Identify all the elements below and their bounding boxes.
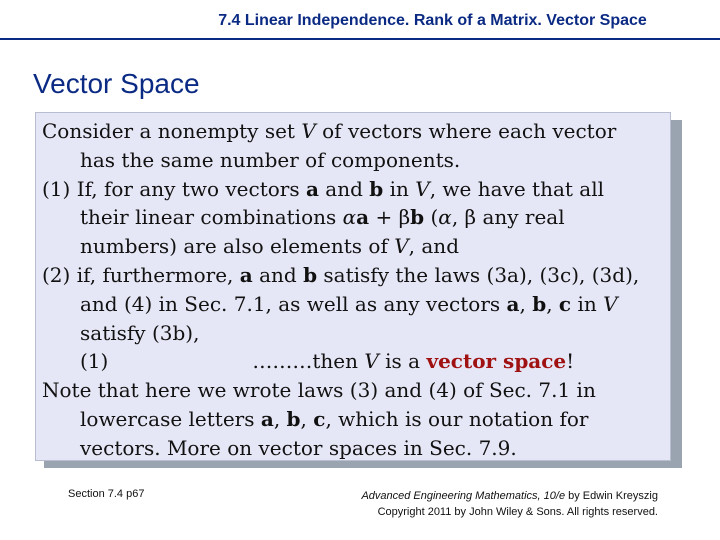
text-line: (2) if, furthermore, a and b satisfy the laws (3a), (3c), (3d), bbox=[42, 262, 640, 287]
text-line: and (4) in Sec. 7.1, as well as any vectors a, b, c in V bbox=[80, 291, 618, 316]
section-header: 7.4 Linear Independence. Rank of a Matrix. Vector Space bbox=[218, 12, 647, 29]
text-line: has the same number of components. bbox=[80, 147, 461, 172]
text-line: Consider a nonempty set V of vectors where each vector bbox=[42, 119, 617, 143]
text-line: satisfy (3b), bbox=[80, 320, 200, 345]
book-author: by Edwin Kreyszig bbox=[565, 490, 658, 502]
copyright-line: Copyright 2011 by John Wiley & Sons. All rights reserved. bbox=[377, 506, 658, 518]
text-line: their linear combinations αa + βb (α, β any real bbox=[80, 205, 565, 230]
text-line: numbers) are also elements of V, and bbox=[80, 234, 459, 259]
text-line: lowercase letters a, b, c, which is our notation for bbox=[80, 406, 589, 431]
text-line: (1) If, for any two vectors a and b in V, we have that all bbox=[42, 176, 604, 201]
text-line: Note that here we wrote laws (3) and (4) of Sec. 7.1 in bbox=[42, 378, 596, 403]
footer-section-ref: Section 7.4 p67 bbox=[68, 488, 145, 500]
slide-title: Vector Space bbox=[33, 68, 200, 99]
text-line: (1) ………then V is a vector space! bbox=[80, 349, 575, 374]
vector-space-highlight: vector space bbox=[426, 349, 567, 374]
text-line: vectors. More on vector spaces in Sec. 7.9. bbox=[80, 435, 517, 460]
content-box bbox=[35, 112, 671, 461]
footer-copyright bbox=[361, 488, 658, 520]
header-divider bbox=[0, 38, 720, 40]
book-title: Advanced Engineering Mathematics, 10/e bbox=[361, 490, 566, 502]
